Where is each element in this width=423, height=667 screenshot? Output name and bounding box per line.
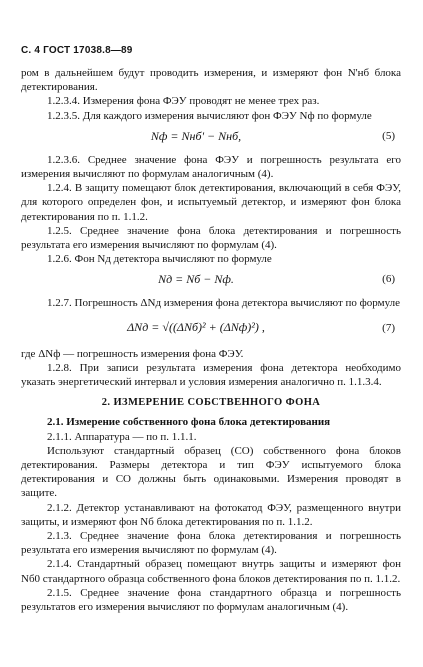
paragraph: 1.2.3.6. Среднее значение фона ФЭУ и погрешность результата его измерения вычисляют по формулам аналогичным (4). [21,153,401,181]
paragraph: 2.1.3. Среднее значение фона блока детектирования и погрешность результата его измерения вычисляют по формулам (4). [21,530,401,557]
formula-7 [21,314,401,342]
paragraph: 1.2.6. Фон Nд детектора вычисляют по формуле [47,253,272,266]
paragraph: 2.1.1. Аппаратура — по п. 1.1.1. [47,430,197,443]
paragraph: ром в дальнейшем будут проводить измерения, и измеряют фон N'нб блока детектирования. [21,67,401,94]
paragraph: 1.2.8. При записи результата измерения фона детектора необходимо указать энергетический интервал и условия измерения аналогично п. 1.1.3.4. [21,361,401,389]
paragraph: 1.2.3.4. Измерения фона ФЭУ проводят не менее трех раз. [47,95,320,108]
section-heading: 2. ИЗМЕРЕНИЕ СОБСТВЕННОГО ФОНА [101,397,321,409]
formula-6 [21,269,401,291]
paragraph: 1.2.3.5. Для каждого измерения вычисляют фон ФЭУ Nф по формуле [47,109,372,122]
formula-number: (7) [382,321,395,334]
formula-expression: Nф = Nнб' − Nнб, [150,128,242,143]
formula-5 [21,126,401,148]
paragraph: 1.2.4. В защиту помещают блок детектирования, включающий в себя ФЭУ, для которого определен фон, и испытуемый детектор, и измеряют фон блока детектирования по п. 1.1.2. [21,182,401,223]
formula-expression: Nд = Nб − Nф. [158,272,234,287]
paragraph: 2.1.5. Среднее значение фона стандартного образца и погрешность результатов его измерения вычисляют по формулам аналогичным (4). [21,586,401,614]
page-body [21,66,401,614]
paragraph: 2.1.2. Детектор устанавливают на фотокатод ФЭУ, размещенного внутри защиты, и измеряют фон Nб блока детектирования по п. 1.1.2. [21,501,401,528]
paragraph: 1.2.7. Погрешность ΔNд измерения фона детектора вычисляют по формуле [47,297,400,310]
formula-number: (5) [382,129,395,142]
paragraph: Используют стандартный образец (СО) собственного фона блоков детектирования. Размеры детектора и тип ФЭУ испытуемого блока детектирования и СО должны быть одинаковыми. Измерения проводят в защите. [21,444,401,500]
formula-number: (6) [382,273,395,286]
page-header: С. 4 ГОСТ 17038.8—89 [21,45,133,56]
paragraph: 1.2.5. Среднее значение фона блока детектирования и погрешность результата его измерения вычисляют по формулам (4). [21,224,401,252]
paragraph: где ΔNф — погрешность измерения фона ФЭУ. [21,347,244,360]
formula-expression: ΔNд = √((ΔNб)² + (ΔNф)²) , [127,319,265,334]
paragraph: 2.1.4. Стандартный образец помещают внутрь защиты и измеряют фон Nб0 стандартного образца собственного фона блоков детектирования по п. 1.1.2. [21,558,401,585]
subsection-heading: 2.1. Измерение собственного фона блока детектирования [47,416,331,429]
